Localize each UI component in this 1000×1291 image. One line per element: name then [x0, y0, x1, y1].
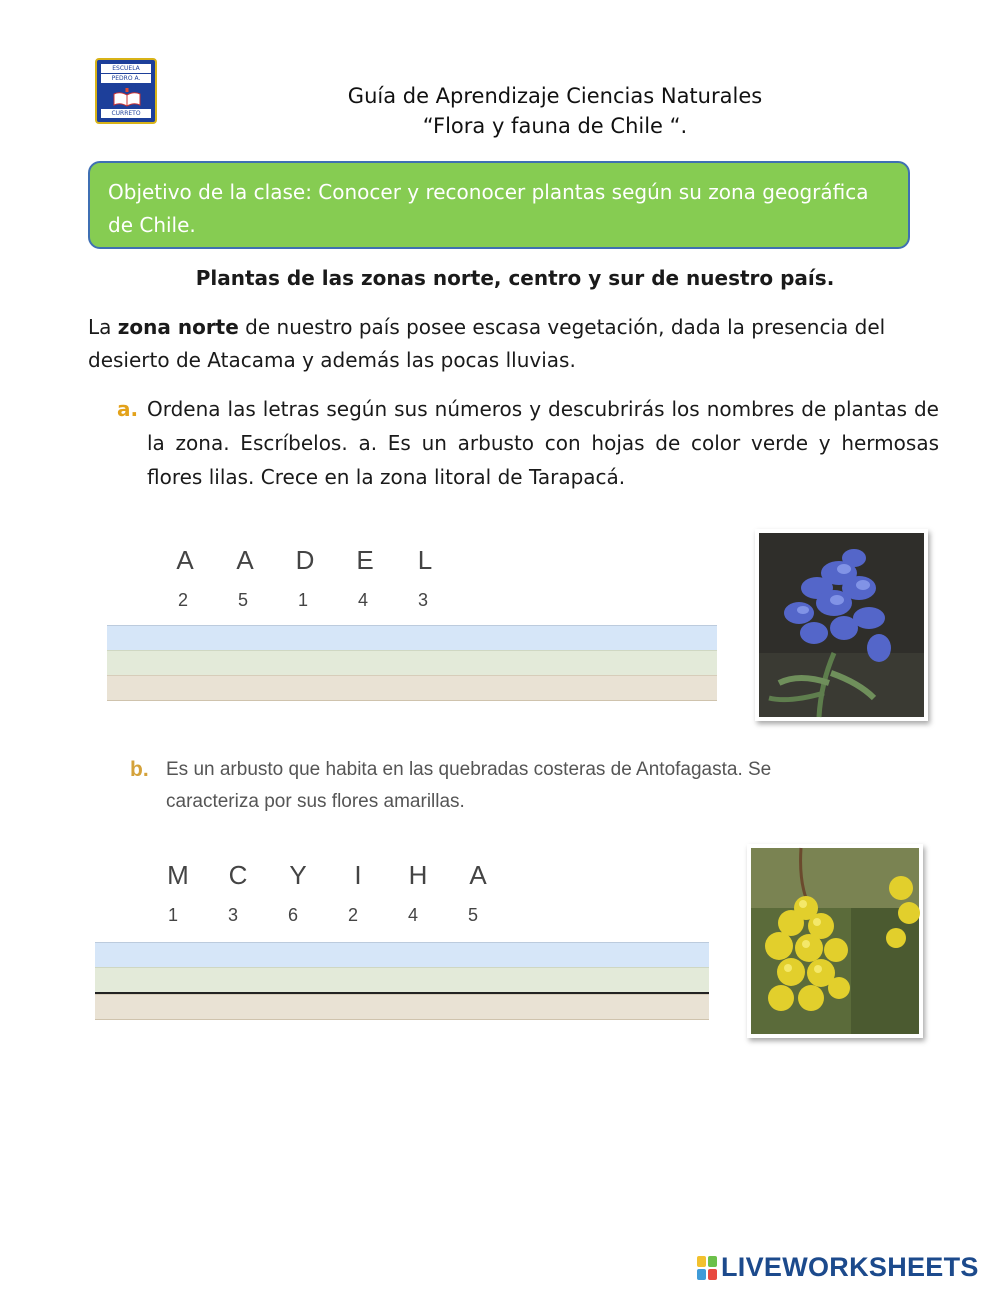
answer-line[interactable]	[95, 994, 709, 1020]
lilac-flower-photo	[755, 529, 928, 721]
task-b-text: Es un arbusto que habita en las quebradas costeras de Antofagasta. Se caracteriza por sus flores amarillas.	[166, 759, 772, 812]
intro-paragraph	[88, 311, 948, 377]
task-a-letters	[155, 545, 455, 576]
letter: L	[417, 545, 433, 575]
task-b-answer-lines[interactable]	[95, 942, 709, 1020]
task-a-answer-lines[interactable]	[107, 625, 717, 701]
brand-blocks-icon	[697, 1256, 717, 1280]
task-a-text: Ordena las letras según sus números y descubrirás los nombres de plantas de la zona. Escríbelos. a. Es un arbusto con hojas de color verde y hermosas flores lilas. Crece en la zona litoral de Tarapacá.	[147, 397, 939, 489]
school-logo	[95, 58, 157, 124]
task-b	[130, 754, 850, 818]
letter: A	[236, 545, 254, 575]
number: 3	[417, 590, 428, 610]
section-subtitle: Plantas de las zonas norte, centro y sur de nuestro país.	[195, 266, 835, 290]
brand-name: LIVEWORKSHEETS	[721, 1252, 979, 1282]
number: 2	[347, 905, 358, 925]
logo-middle-text: PEDRO A. SEGUEL	[101, 74, 151, 83]
brand-block	[708, 1269, 717, 1280]
objective-text: Objetivo de la clase: Conocer y reconocer plantas según su zona geográfica de Chile.	[108, 180, 869, 237]
number: 1	[167, 905, 178, 925]
logo-top-text: ESCUELA	[101, 64, 151, 73]
number: 4	[407, 905, 418, 925]
objective-box	[88, 161, 910, 249]
task-a-marker: a.	[117, 397, 139, 421]
number: 6	[287, 905, 298, 925]
task-b-letters	[148, 860, 508, 891]
number: 5	[237, 590, 248, 610]
brand-block	[697, 1256, 706, 1267]
letter: I	[354, 860, 362, 890]
yellow-flower-image	[751, 848, 919, 1034]
task-b-marker: b.	[130, 758, 149, 781]
lilac-flower-image	[759, 533, 924, 717]
answer-line[interactable]	[107, 650, 717, 675]
task-b-numbers	[143, 905, 503, 926]
number: 3	[227, 905, 238, 925]
page-title-line1: Guía de Aprendizaje Ciencias Naturales	[347, 84, 763, 108]
answer-line[interactable]	[95, 942, 709, 967]
task-a-numbers	[153, 590, 453, 611]
number: 4	[357, 590, 368, 610]
intro-rest: de nuestro país posee escasa vegetación, dada la presencia del desierto de Atacama y además las pocas lluvias.	[88, 315, 886, 372]
logo-bottom-text: CURRETO	[101, 109, 151, 118]
letter: C	[228, 860, 248, 890]
intro-prefix: La	[88, 315, 118, 339]
answer-line[interactable]	[107, 625, 717, 650]
task-a	[117, 392, 939, 494]
book-torch-icon	[113, 88, 141, 106]
number: 5	[467, 905, 478, 925]
page-title-line2: “Flora y fauna de Chile “.	[422, 114, 688, 138]
letter: A	[469, 860, 487, 890]
answer-line[interactable]	[107, 675, 717, 701]
brand-block	[708, 1256, 717, 1267]
brand-block	[697, 1269, 706, 1280]
letter: M	[167, 860, 189, 890]
liveworksheets-brand	[697, 1252, 979, 1283]
intro-bold-zone: zona norte	[117, 315, 239, 339]
letter: D	[295, 545, 315, 575]
answer-line[interactable]	[95, 967, 709, 994]
yellow-flower-photo	[747, 844, 923, 1038]
number: 1	[297, 590, 308, 610]
letter: H	[408, 860, 428, 890]
letter: Y	[289, 860, 307, 890]
letter: E	[356, 545, 374, 575]
number: 2	[177, 590, 188, 610]
letter: A	[176, 545, 194, 575]
